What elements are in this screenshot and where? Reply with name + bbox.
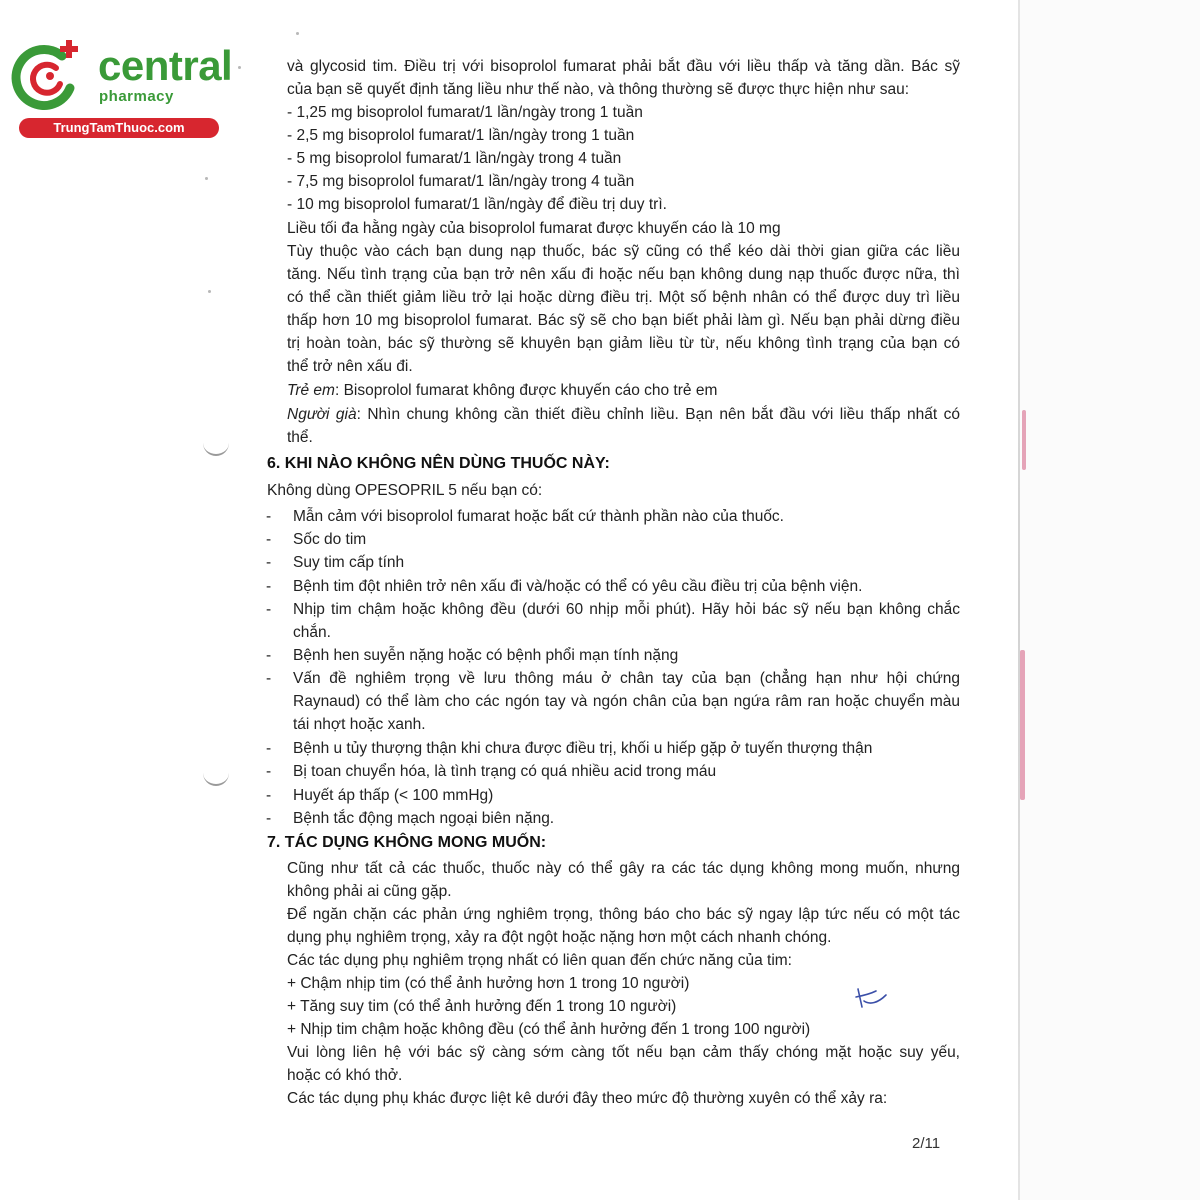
dosage-step: - 7,5 mg bisoprolol fumarat/1 lần/ngày trong 4 tuần (287, 173, 635, 190)
body-line: tăng. Nếu tình trạng của bạn trở nên xấu đi hoặc nếu bạn không dung nạp thuốc được nữa, thì (287, 266, 960, 283)
list-item-cont: chắn. (293, 624, 331, 641)
page-edge (1018, 0, 1020, 1200)
list-bullet: - (266, 578, 272, 595)
list-item-cont: Raynaud) có thể làm cho các ngón tay và ngón chân của bạn ngứa râm ran hoặc chuyển màu (293, 693, 960, 710)
list-bullet: - (266, 810, 272, 827)
dosage-step: - 1,25 mg bisoprolol fumarat/1 lần/ngày trong 1 tuần (287, 104, 643, 121)
elderly-text: : Nhìn chung không cần thiết điều chỉnh liều. Bạn nên bắt đầu với liều thấp nhất có (356, 406, 960, 423)
central-pharmacy-logo[interactable] (10, 38, 233, 138)
list-bullet: - (266, 740, 272, 757)
body-line: Tùy thuộc vào cách bạn dung nạp thuốc, bác sỹ cũng có thể kéo dài thời gian giữa các liều (287, 243, 960, 260)
section-7-heading: 7. TÁC DỤNG KHÔNG MONG MUỐN: (267, 834, 547, 851)
right-margin (1020, 0, 1200, 1200)
body-line: có thể cần thiết giảm liều trở lại hoặc dừng điều trị. Một số bệnh nhân có thể được duy trì liều (287, 289, 960, 306)
list-bullet: - (266, 787, 272, 804)
logo-subtitle: pharmacy (99, 88, 174, 105)
list-item: Bệnh tắc động mạch ngoại biên nặng. (293, 810, 555, 827)
effect-item: + Tăng suy tim (có thể ảnh hưởng đến 1 trong 10 người) (287, 998, 677, 1015)
dosage-step: - 5 mg bisoprolol fumarat/1 lần/ngày trong 4 tuần (287, 150, 622, 167)
list-bullet: - (266, 763, 272, 780)
scan-speck (208, 290, 211, 293)
list-item: Bệnh tim đột nhiên trở nên xấu đi và/hoặc có thể có yêu cầu điều trị của bệnh viện. (293, 578, 863, 595)
list-item: Vấn đề nghiêm trọng về lưu thông máu ở chân tay của bạn (chẳng hạn như hội chứng (293, 670, 960, 687)
list-item: Bị toan chuyển hóa, là tình trạng có quá nhiều acid trong máu (293, 763, 717, 780)
body-line: Cũng như tất cả các thuốc, thuốc này có thể gây ra các tác dụng không mong muốn, nhưng (287, 860, 960, 877)
body-line: trị hoàn toàn, bác sỹ thường sẽ khuyên bạn giảm liều từ từ, nếu không tình trạng của bạn có (287, 335, 960, 352)
list-item: Bệnh hen suyễn nặng hoặc có bệnh phổi mạn tính nặng (293, 647, 679, 664)
max-dose: Liều tối đa hằng ngày của bisoprolol fumarat được khuyến cáo là 10 mg (287, 220, 781, 237)
list-item: Sốc do tim (293, 531, 367, 548)
body-line: Các tác dụng phụ nghiêm trọng nhất có liên quan đến chức năng của tim: (287, 952, 792, 969)
body-line: Để ngăn chặn các phản ứng nghiêm trọng, thông báo cho bác sỹ ngay lập tức nếu có một tác (287, 906, 960, 923)
list-item: Bệnh u tủy thượng thận khi chưa được điều trị, khối u hiếp gặp ở tuyến thượng thận (293, 740, 873, 757)
list-bullet: - (266, 670, 272, 687)
page-number: 2/11 (912, 1135, 941, 1152)
section-6-intro: Không dùng OPESOPRIL 5 nếu bạn có: (267, 482, 543, 499)
logo-mark-icon (10, 38, 96, 118)
stamp-mark (1020, 650, 1025, 800)
list-item: Nhịp tim chậm hoặc không đều (dưới 60 nhịp mỗi phút). Hãy hỏi bác sỹ nếu bạn không chắc (293, 601, 960, 618)
body-line: không phải ai cũng gặp. (287, 883, 452, 900)
list-item-cont: tái nhợt hoặc xanh. (293, 716, 426, 733)
list-bullet: - (266, 554, 272, 571)
list-item: Suy tim cấp tính (293, 554, 405, 571)
body-line: thể. (287, 429, 313, 446)
body-line: và glycosid tim. Điều trị với bisoprolol fumarat phải bắt đầu với liều thấp và tăng dần. Bác sỹ (287, 58, 960, 75)
elderly-label: Người già (287, 406, 357, 423)
scan-speck (296, 32, 299, 35)
stamp-mark (1022, 410, 1026, 470)
handwritten-initial-icon (852, 985, 892, 1015)
punch-hole (203, 762, 229, 786)
children-text: : Bisoprolol fumarat không được khuyến cáo cho trẻ em (334, 382, 718, 399)
punch-hole (203, 432, 229, 456)
effect-item: + Chậm nhịp tim (có thể ảnh hưởng hơn 1 trong 10 người) (287, 975, 690, 992)
body-line: dụng phụ nghiêm trọng, xảy ra đột ngột hoặc nặng hơn một cách nhanh chóng. (287, 929, 832, 946)
dosage-step: - 2,5 mg bisoprolol fumarat/1 lần/ngày trong 1 tuần (287, 127, 635, 144)
effect-item: + Nhịp tim chậm hoặc không đều (có thể ảnh hưởng đến 1 trong 100 người) (287, 1021, 811, 1038)
elderly-note (287, 404, 960, 426)
body-line: Vui lòng liên hệ với bác sỹ càng sớm càng tốt nếu bạn cảm thấy chóng mặt hoặc suy yếu, (287, 1044, 960, 1061)
body-line: hoặc có khó thở. (287, 1067, 403, 1084)
list-item: Huyết áp thấp (< 100 mmHg) (293, 787, 494, 804)
logo-name: central (98, 42, 233, 89)
children-note (287, 380, 717, 402)
scan-speck (238, 66, 241, 69)
children-label: Trẻ em (287, 382, 335, 399)
body-line: thấp hơn 10 mg bisoprolol fumarat. Bác sỹ sẽ cho bạn biết phải làm gì. Nếu bạn phải dừng điều (287, 312, 960, 329)
body-line: Các tác dụng phụ khác được liệt kê dưới đây theo mức độ thường xuyên có thể xảy ra: (287, 1090, 888, 1107)
dosage-step: - 10 mg bisoprolol fumarat/1 lần/ngày để điều trị duy trì. (287, 196, 667, 213)
scan-speck (205, 177, 208, 180)
list-bullet: - (266, 508, 272, 525)
logo-url-badge[interactable]: TrungTamThuoc.com (19, 118, 219, 138)
list-bullet: - (266, 531, 272, 548)
list-bullet: - (266, 647, 272, 664)
list-bullet: - (266, 601, 272, 618)
body-line: thể trở nên xấu đi. (287, 358, 413, 375)
section-6-heading: 6. KHI NÀO KHÔNG NÊN DÙNG THUỐC NÀY: (267, 455, 610, 472)
list-item: Mẫn cảm với bisoprolol fumarat hoặc bất cứ thành phần nào của thuốc. (293, 508, 784, 525)
body-line: của bạn sẽ quyết định tăng liều như thế nào, và thông thường sẽ được thực hiện như sau: (287, 81, 910, 98)
